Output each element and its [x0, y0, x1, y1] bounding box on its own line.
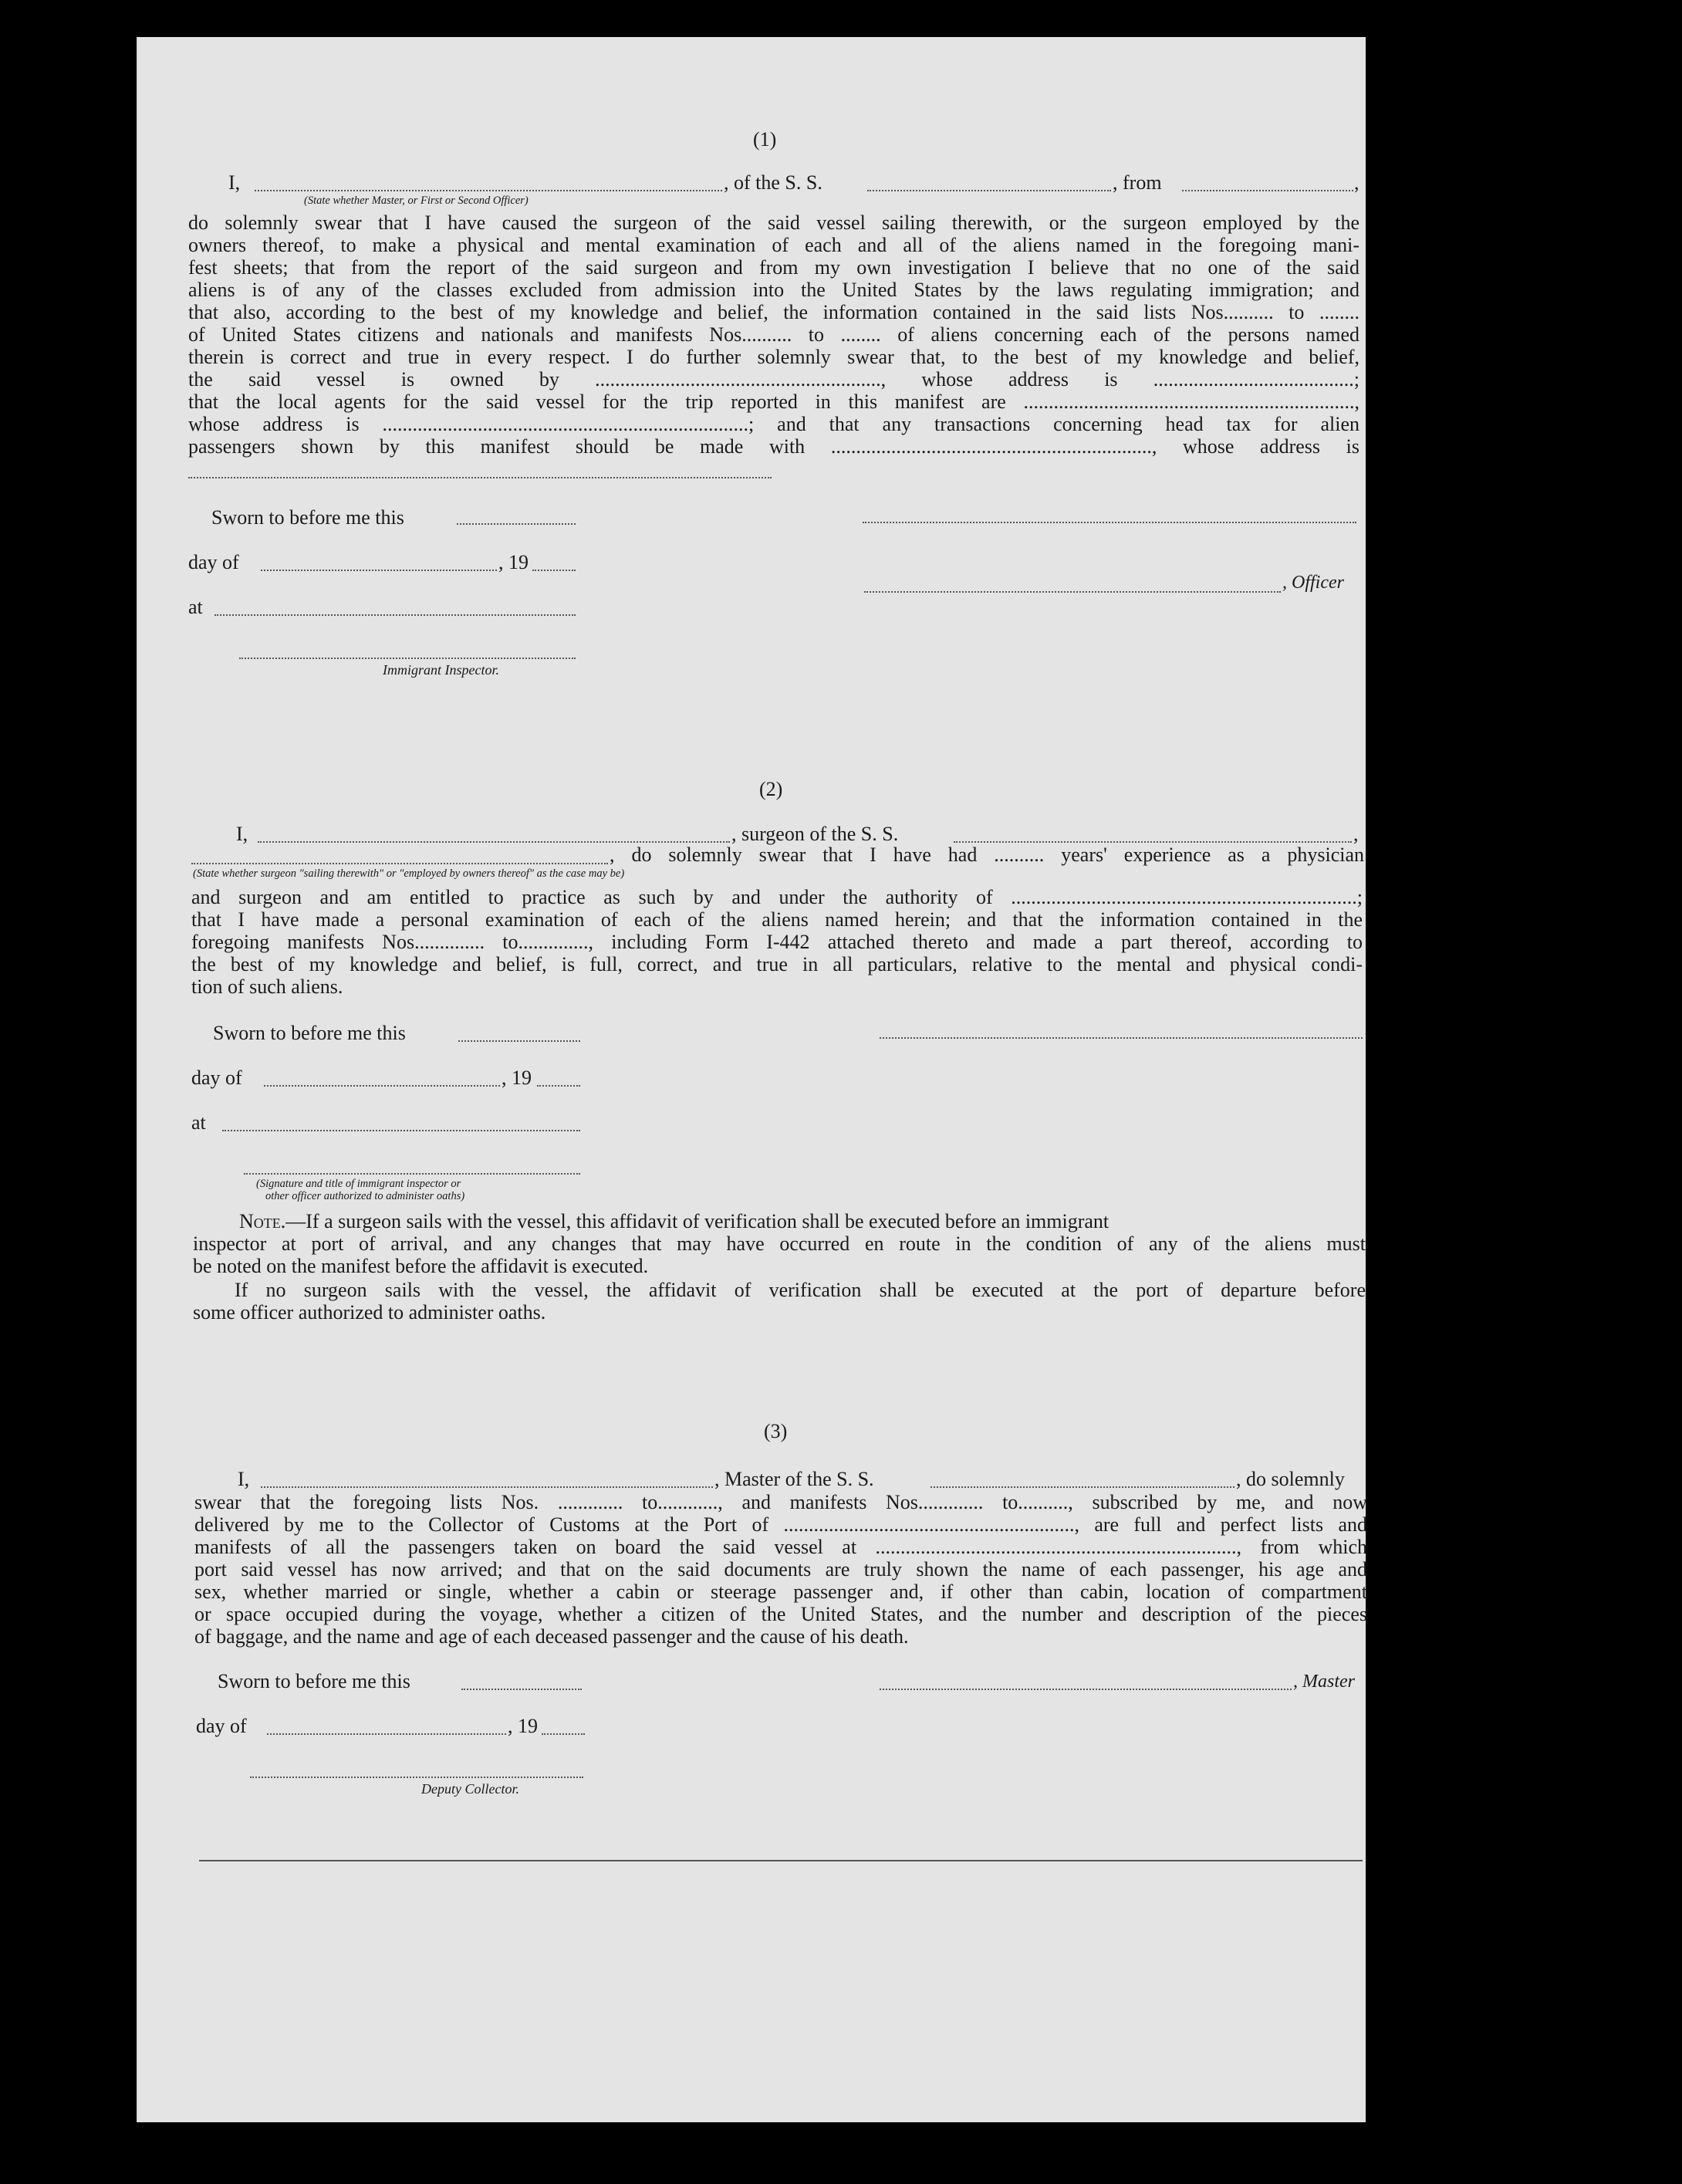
s2-note2-last: some officer authorized to administer oaths.	[193, 1301, 546, 1324]
s2-paragraph-line: and surgeon and am entitled to practice as such by and under the authority of .....................................................................;	[191, 886, 1363, 908]
s1-sworn-blank[interactable]	[457, 523, 576, 525]
s2-sig-caption-1: (Signature and title of immigrant inspector or	[256, 1178, 461, 1190]
s2-year-blank[interactable]	[537, 1085, 580, 1087]
s3-master-name-blank[interactable]	[261, 1486, 713, 1488]
s1-inspector-caption: Immigrant Inspector.	[383, 662, 499, 678]
s1-address-continuation-blank[interactable]	[188, 477, 772, 478]
s2-vessel-name-blank[interactable]	[954, 841, 1352, 843]
s3-collector-caption: Deputy Collector.	[421, 1781, 519, 1797]
s1-sworn-label: Sworn to before me this	[211, 506, 404, 529]
s3-master-label: , Master	[1293, 1672, 1355, 1692]
s3-line1-master: , Master of the S. S.	[714, 1468, 874, 1490]
s2-note-line: inspector at port of arrival, and any changes that may have occurred en route in the condition of any of the aliens must	[193, 1232, 1366, 1255]
s3-collector-signature-blank[interactable]	[250, 1777, 583, 1778]
punch-hole	[1437, 582, 1478, 622]
s1-day-of-label: day of	[188, 551, 239, 573]
s2-sig-caption-2: other officer authorized to administer oaths)	[265, 1190, 465, 1202]
s3-vessel-name-blank[interactable]	[931, 1486, 1234, 1488]
s3-paragraph-line: delivered by me to the Collector of Customs at the Port of .........................................................., are full and perfect lists and	[194, 1513, 1367, 1536]
s1-paragraph-line: that the local agents for the said vessel for the trip reported in this manifest are ..................................................................,	[188, 390, 1359, 413]
s1-line1-from: , from	[1113, 171, 1162, 194]
s1-line1-of-ss: , of the S. S.	[724, 171, 822, 194]
s2-at-label: at	[191, 1111, 206, 1134]
s2-note-last: be noted on the manifest before the affidavit is executed.	[193, 1255, 649, 1277]
s1-officer-line-blank[interactable]	[864, 591, 1281, 593]
s3-line1-end: , do solemnly	[1236, 1468, 1345, 1490]
s2-paragraph-line: that I have made a personal examination of each of the aliens named herein; and that the information contained in the	[191, 908, 1363, 931]
s2-day-of-label: day of	[191, 1067, 242, 1089]
s1-officer-label: , Officer	[1282, 573, 1344, 593]
s3-year-blank[interactable]	[542, 1733, 585, 1735]
s1-paragraph-line: do solemnly swear that I have caused the surgeon of the said vessel sailing therewith, or the surgeon employed by the	[188, 211, 1359, 234]
section-2-number: (2)	[759, 778, 783, 800]
s3-line1-i: I,	[238, 1468, 250, 1490]
s1-paragraph-line: therein is correct and true in every respect. I do further solemnly swear that, to the best of my knowledge and belief,	[188, 346, 1359, 368]
s2-note-text: —If a surgeon sails with the vessel, this affidavit of verification shall be executed before an immigrant	[285, 1210, 1110, 1232]
s1-year-label: , 19	[498, 551, 529, 573]
s2-line2: , do solemnly swear that I have had .......... years' experience as a physician	[610, 844, 1364, 866]
s1-officer-rank-blank[interactable]	[255, 190, 722, 191]
s1-inspector-signature-blank[interactable]	[239, 658, 576, 659]
s2-surgeon-name-blank[interactable]	[258, 841, 730, 843]
s2-year-label: , 19	[502, 1067, 532, 1089]
s2-inspector-signature-blank[interactable]	[244, 1173, 580, 1175]
s1-paragraph-line: fest sheets; that from the report of the said surgeon and from my own investigation I believe that no one of the said	[188, 256, 1359, 279]
s2-sailing-status-blank[interactable]	[191, 863, 608, 864]
s1-line1-end: ,	[1354, 171, 1359, 194]
s3-day-of-label: day of	[196, 1715, 247, 1737]
s1-from-port-blank[interactable]	[1182, 190, 1353, 191]
s3-paragraph-line: port said vessel has now arrived; and that on the said documents are truly shown the name of each passenger, his age and	[194, 1558, 1367, 1581]
s1-at-label: at	[188, 596, 203, 618]
s3-day-blank[interactable]	[267, 1733, 506, 1735]
s2-sworn-label: Sworn to before me this	[213, 1022, 406, 1044]
s3-sworn-blank[interactable]	[461, 1689, 582, 1690]
section-3-number: (3)	[764, 1420, 788, 1442]
s3-paragraph-line: swear that the foregoing lists Nos. ............. to............, and manifests Nos............. to.........., subscribed by me, and now	[194, 1491, 1367, 1513]
s3-paragraph-line: sex, whether married or single, whether a cabin or steerage passenger and, if other than cabin, location of compartment	[194, 1581, 1367, 1603]
s3-master-signature-blank[interactable]	[880, 1689, 1292, 1690]
s2-line1-end: ,	[1353, 823, 1359, 845]
s1-paragraph-line: aliens is of any of the classes excluded from admission into the United States by the laws regulating immigration; and	[188, 279, 1359, 301]
s2-at-blank[interactable]	[222, 1130, 580, 1131]
punch-hole	[1462, 1997, 1502, 2037]
s3-paragraph-last: of baggage, and the name and age of each deceased passenger and the cause of his death.	[194, 1625, 909, 1648]
punch-hole	[1440, 705, 1478, 744]
s2-line1-surgeon: , surgeon of the S. S.	[731, 823, 899, 845]
s3-year-label: , 19	[508, 1715, 538, 1737]
punch-hole	[1444, 221, 1488, 264]
s1-line1-caption: (State whether Master, or First or Second Officer)	[304, 194, 529, 207]
s2-note-label: Note.	[239, 1210, 286, 1232]
s1-day-blank[interactable]	[261, 570, 497, 571]
s1-year-blank[interactable]	[532, 570, 576, 571]
punch-hole	[1440, 1037, 1480, 1077]
s1-paragraph-line: owners thereof, to make a physical and mental examination of each and all of the aliens named in the foregoing mani-	[188, 234, 1359, 256]
s2-paragraph-line: the best of my knowledge and belief, is full, correct, and true in all particulars, relative to the mental and physical condi-	[191, 953, 1363, 975]
punch-hole	[1436, 1392, 1476, 1432]
bottom-rule	[199, 1860, 1363, 1861]
s2-paragraph-line: foregoing manifests Nos.............. to.............., including Form I-442 attached thereto and made a part thereof, according to	[191, 931, 1363, 953]
s2-note-line	[239, 1210, 1366, 1233]
s1-paragraph-line: of United States citizens and nationals and manifests Nos.......... to ........ of aliens concerning each of the persons named	[188, 323, 1359, 346]
s2-note2-line: If no surgeon sails with the vessel, the affidavit of verification shall be executed at the port of departure before	[235, 1279, 1366, 1301]
s1-line1-i: I,	[228, 171, 241, 194]
s1-paragraph-line: the said vessel is owned by ........................................................., whose address is ........................................;	[188, 368, 1359, 390]
punch-hole	[1436, 1516, 1476, 1556]
s1-paragraph-line: passengers shown by this manifest should be made with ................................................................, whose address is	[188, 435, 1359, 458]
s1-at-blank[interactable]	[214, 614, 576, 616]
punch-hole	[1433, 96, 1473, 136]
s2-sworn-blank[interactable]	[458, 1040, 580, 1042]
s2-line2-caption: (State whether surgeon "sailing therewith" or "employed by owners thereof" as the case may be)	[193, 867, 625, 880]
s2-line1-i: I,	[236, 823, 248, 845]
s1-vessel-name-blank[interactable]	[867, 190, 1111, 191]
punch-hole	[1462, 1874, 1502, 1914]
punch-hole	[1464, 1832, 1505, 1872]
s2-paragraph-last: tion of such aliens.	[191, 975, 343, 998]
s1-officer-signature-blank[interactable]	[863, 522, 1356, 523]
s3-paragraph-line: manifests of all the passengers taken on board the said vessel at ........................................................................, from which	[194, 1536, 1367, 1558]
s2-surgeon-signature-blank[interactable]	[880, 1037, 1363, 1039]
section-1-number: (1)	[753, 128, 777, 150]
s1-paragraph-line: that also, according to the best of my knowledge and belief, the information contained in the said lists Nos.......... to ........	[188, 301, 1359, 323]
s3-paragraph-line: or space occupied during the voyage, whether a citizen of the United States, and the number and description of the pieces	[194, 1603, 1367, 1625]
s2-day-blank[interactable]	[264, 1085, 500, 1087]
s3-sworn-label: Sworn to before me this	[218, 1670, 410, 1692]
s1-paragraph-line: whose address is .........................................................................; and that any transactions concerning head tax for alien	[188, 413, 1359, 435]
